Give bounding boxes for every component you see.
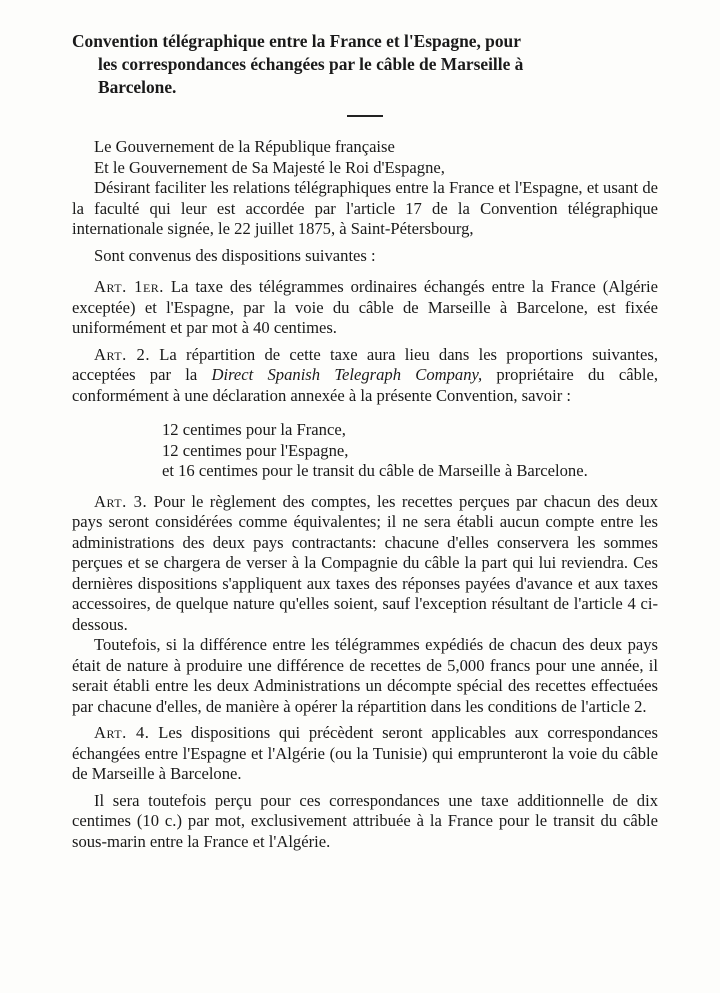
preamble-government-france: Le Gouvernement de la République française bbox=[94, 137, 395, 156]
article-2-text-after: propriétaire du câble, conformément à une déclaration annexée à la présente Convention, savoir : bbox=[72, 365, 658, 405]
article-1 bbox=[72, 277, 658, 339]
preamble-considerant: Désirant faciliter les relations télégraphiques entre la France et l'Espagne, et usant de la faculté qui leur est accordée par l'article 17 de la Convention télégraphique internationale signée, le 22 juillet 1875, à Saint-Pétersbourg, bbox=[72, 178, 658, 238]
title-line-2: les correspondances échangées par le câble de Marseille à bbox=[98, 54, 524, 74]
document-title bbox=[72, 30, 658, 99]
article-4-text: Les dispositions qui précèdent seront applicables aux correspondances échangées entre l'Espagne et l'Algérie (ou la Tunisie) qui emprunteront la voie du câble de Marseille à Barcelone. bbox=[72, 723, 659, 783]
article-3-label: Art. 3. bbox=[94, 491, 148, 511]
title-divider bbox=[347, 115, 383, 117]
article-2 bbox=[72, 345, 658, 407]
article-3 bbox=[72, 492, 658, 636]
article-2-text-before: La répartition de cette taxe aura lieu dans les proportions suivantes, acceptées par la bbox=[72, 344, 658, 384]
repartition-item-transit: et 16 centimes pour le transit du câble de Marseille à Barcelone. bbox=[162, 461, 588, 480]
article-2-company: Direct Spanish Telegraph Company, bbox=[211, 365, 483, 384]
preamble-agreement: Sont convenus des dispositions suivantes : bbox=[94, 245, 376, 265]
title-line-1: Convention télégraphique entre la France et l'Espagne, pour bbox=[72, 31, 521, 51]
repartition-list bbox=[162, 420, 658, 482]
title-line-3: Barcelone. bbox=[98, 77, 177, 97]
preamble-government-spain: Et le Gouvernement de Sa Majesté le Roi d'Espagne, bbox=[94, 157, 445, 177]
article-1-text: La taxe des télégrammes ordinaires échangés entre la France (Algérie exceptée) et l'Espagne, par la voie du câble de Marseille à Barcelone, est fixée uniformément et par mot à 40 centimes. bbox=[72, 277, 658, 337]
article-2-label: Art. 2. bbox=[94, 344, 150, 364]
article-4-paragraph-2: Il sera toutefois perçu pour ces correspondances une taxe additionnelle de dix centimes (10 c.) par mot, exclusivement attribuée à la France pour le transit du câble sous-marin entre la France et l'Algérie. bbox=[72, 790, 658, 851]
article-3-paragraph-2: Toutefois, si la différence entre les télégrammes expédiés de chacun des deux pays était de nature à produire une différence de recettes de 5,000 francs pour une année, il serait établi entre les deux Administrations un décompte spécial des recettes effectuées par chacune d'elles, de manière à opérer la répartition dans les conditions de l'article 2. bbox=[72, 635, 658, 716]
repartition-item-france: 12 centimes pour la France, bbox=[162, 420, 346, 439]
repartition-item-spain: 12 centimes pour l'Espagne, bbox=[162, 440, 349, 460]
article-4-label: Art. 4. bbox=[94, 723, 150, 742]
article-3-text: Pour le règlement des comptes, les recettes perçues par chacun des deux pays seront considérées comme équivalentes; il ne sera établi aucun compte entre les administrations des deux pays contractants: chacune d'elles conservera les sommes perçues et se chargera de verser à la Compagnie du câble la part qui lui reviendra. Ces dernières dispositions s'appliquent aux taxes des réponses payées d'avance et aux taxes accessoires, de quelque nature qu'elles soient, sauf l'exception résultant de l'article 4 ci-dessous. bbox=[72, 491, 659, 634]
article-4 bbox=[72, 723, 658, 785]
article-1-label: Art. 1er. bbox=[94, 277, 164, 296]
